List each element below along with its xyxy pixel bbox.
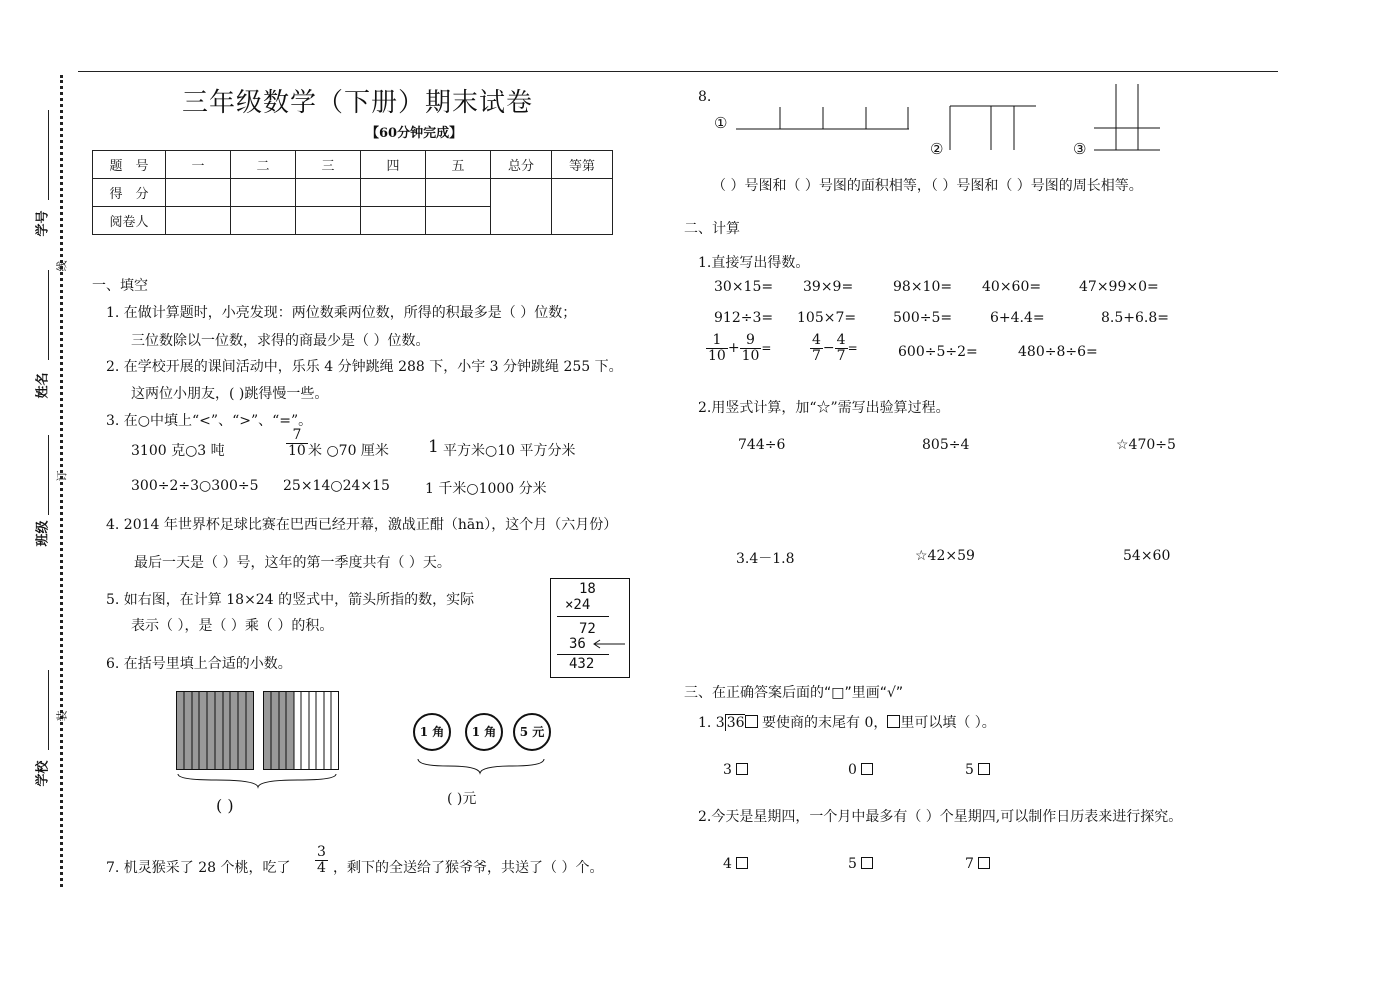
s3-q1-option — [723, 762, 748, 778]
score-table — [92, 150, 613, 235]
q3-item-1: 3100 克○3 吨 — [131, 443, 225, 459]
q7-frac-den: 4 — [317, 859, 326, 876]
q8-figure-2 — [946, 104, 1038, 154]
q6-text: 6. 在括号里填上合适的小数。 — [106, 656, 292, 672]
frac-op: − — [822, 340, 835, 357]
score-header: 三 — [296, 151, 361, 179]
page-title: 三年级数学（下册）期末试卷 — [182, 88, 534, 118]
calc-line: 36 — [569, 636, 586, 652]
grader-cell[interactable] — [231, 207, 296, 235]
q8-mark-1: ① — [714, 114, 728, 132]
option-checkbox[interactable] — [978, 763, 990, 775]
score-header: 四 — [361, 151, 426, 179]
section3-heading: 三、在正确答案后面的“□”里画“√” — [684, 685, 904, 701]
binding-mark-zhuang: 装 — [55, 710, 69, 722]
q3-item-3: 平方米○10 平方分米 — [443, 443, 576, 459]
vertical-calc-item: 54×60 — [1123, 548, 1171, 564]
q8-figure-3 — [1094, 84, 1162, 154]
option-label: 7 — [965, 856, 974, 872]
calc-item: 6+4.4= — [990, 310, 1045, 326]
calc-item: 480÷8÷6= — [1018, 344, 1098, 360]
s3-q2-option — [848, 856, 873, 872]
score-row-label: 得 分 — [93, 179, 166, 207]
calc-line: ×24 — [565, 597, 591, 613]
s3-q1-option — [848, 762, 873, 778]
coin-1-jiao: 1 角 — [413, 713, 451, 751]
q7-fraction — [315, 845, 328, 875]
calc-line: 72 — [579, 621, 596, 637]
calc-line: 432 — [569, 656, 595, 672]
vertical-calc-item: 805÷4 — [922, 437, 970, 453]
calc-item: 912÷3= — [714, 310, 774, 326]
binding-blank-line — [48, 435, 49, 515]
q3-fraction — [286, 428, 308, 458]
q5-line2: 表示（ ），是（ ）乘（ ）的积。 — [131, 618, 334, 634]
option-label: 5 — [965, 762, 974, 778]
q2-line2: 这两位小朋友，( )跳得慢一些。 — [131, 386, 329, 402]
score-cell[interactable] — [296, 179, 361, 207]
q3-frac-den: 10 — [288, 442, 306, 459]
q3-frac-num: 7 — [286, 428, 308, 444]
q8-text: （ ）号图和（ ）号图的面积相等，（ ）号图和（ ）号图的周长相等。 — [712, 178, 1143, 194]
s3-q1-b: 36 — [726, 715, 745, 731]
frac-den: 10 — [741, 347, 760, 364]
q7-text-a: 7. 机灵猴采了 28 个桃，吃了 — [106, 860, 291, 876]
section2-heading: 二、计算 — [684, 221, 740, 237]
score-cell[interactable] — [361, 179, 426, 207]
frac-num: 4 — [836, 332, 846, 348]
calc-item: 500÷5= — [893, 310, 953, 326]
binding-label-student-id: 学号 — [35, 210, 51, 237]
q7-frac-num: 3 — [317, 844, 326, 860]
calc-rule — [557, 654, 609, 655]
frac-den: 7 — [836, 347, 846, 364]
s2-sub1: 1.直接写出得数。 — [698, 255, 810, 271]
binding-label-name: 姓名 — [35, 372, 51, 399]
frac-calc-2 — [810, 333, 858, 363]
q8-label: 8. — [698, 89, 712, 105]
q4-line1: 4. 2014 年世界杯足球比赛在巴西已经开幕，激战正酣（hān），这个月（六月份） — [106, 517, 618, 533]
option-label: 4 — [723, 856, 732, 872]
q5-vertical-multiplication — [550, 578, 630, 678]
checkbox-blank[interactable] — [745, 715, 758, 728]
q1-line1: 1. 在做计算题时，小亮发现：两位数乘两位数，所得的积最多是（ ）位数； — [106, 305, 577, 321]
q3-item-5: 25×14○24×15 — [283, 478, 390, 494]
score-header: 等第 — [552, 151, 613, 179]
calc-item: 30×15= — [714, 279, 774, 295]
grader-cell[interactable] — [296, 207, 361, 235]
score-header: 题 号 — [93, 151, 166, 179]
frac-op: = — [847, 341, 858, 356]
s3-q2-option — [965, 856, 990, 872]
coin-5-yuan: 5 元 — [513, 713, 551, 751]
grader-cell[interactable] — [426, 207, 491, 235]
calc-item: 8.5+6.8= — [1101, 310, 1169, 326]
calc-item: 600÷5÷2= — [898, 344, 978, 360]
q3-text: 3. 在○中填上“<”、“>”、“=”。 — [106, 413, 313, 429]
q6-grid-figure — [176, 691, 340, 789]
frac-num: 9 — [740, 333, 762, 349]
frac-den: 7 — [812, 347, 821, 364]
q3-item-4: 300÷2÷3○300÷5 — [131, 478, 259, 494]
s3-q2: 2.今天是星期四，一个月中最多有（ ）个星期四,可以制作日历表来进行探究。 — [698, 809, 1183, 825]
q6-answer-blank-2[interactable]: ( )元 — [447, 791, 477, 807]
option-checkbox[interactable] — [978, 857, 990, 869]
q6-brace — [416, 758, 546, 776]
calc-item: 98×10= — [893, 279, 953, 295]
score-header: 二 — [231, 151, 296, 179]
section1-heading: 一、填空 — [92, 278, 148, 294]
frac-num: 4 — [812, 332, 821, 348]
option-label: 3 — [723, 762, 732, 778]
option-checkbox[interactable] — [861, 763, 873, 775]
option-checkbox[interactable] — [736, 857, 748, 869]
frac-num: 1 — [706, 333, 728, 349]
calc-line: 18 — [579, 581, 596, 597]
grader-cell[interactable] — [361, 207, 426, 235]
grade-cell[interactable] — [552, 179, 613, 235]
q8-mark-3: ③ — [1073, 140, 1087, 158]
binding-blank-line — [48, 670, 49, 750]
s3-q1-option — [965, 762, 990, 778]
binding-label-school: 学校 — [35, 760, 51, 787]
s3-q2-option — [723, 856, 748, 872]
vertical-calc-item: 3.4－1.8 — [736, 551, 795, 567]
q6-answer-blank-1[interactable]: ( ) — [216, 796, 234, 815]
calc-item: 39×9= — [803, 279, 854, 295]
option-checkbox[interactable] — [736, 763, 748, 775]
calc-item: 47×99×0= — [1079, 279, 1159, 295]
checkbox-blank[interactable] — [887, 715, 900, 728]
binding-mark-ding: 订 — [55, 470, 69, 482]
arrow-left-icon — [591, 638, 627, 650]
coin-1-jiao: 1 角 — [465, 713, 503, 751]
score-header: 五 — [426, 151, 491, 179]
frac-calc-1 — [706, 333, 771, 363]
q3-item-6: 1 千米○1000 分米 — [425, 481, 547, 497]
top-rule — [78, 71, 1278, 72]
binding-blank-line — [48, 110, 49, 200]
q7-text-b: ，剩下的全送给了猴爷爷，共送了（ ）个。 — [333, 860, 604, 876]
s3-q1-a: 1. 3 — [698, 715, 725, 731]
q5-line1: 5. 如右图，在计算 18×24 的竖式中，箭头所指的数，实际 — [106, 592, 475, 608]
grader-row-label: 阅卷人 — [93, 207, 166, 235]
frac-op: = — [761, 341, 772, 356]
q2-line1: 2. 在学校开展的课间活动中，乐乐 4 分钟跳绳 288 下，小宇 3 分钟跳绳 255 下。 — [106, 359, 623, 375]
score-cell[interactable] — [426, 179, 491, 207]
q3-item-2: 米 ○70 厘米 — [308, 443, 389, 459]
option-label: 0 — [848, 762, 857, 778]
binding-label-class: 班级 — [35, 520, 51, 547]
total-score-cell[interactable] — [491, 179, 552, 235]
vertical-calc-item: ☆42×59 — [915, 548, 975, 564]
q1-line2: 三位数除以一位数，求得的商最少是（ ）位数。 — [131, 333, 430, 349]
frac-op: + — [727, 340, 740, 357]
q8-figure-1 — [736, 104, 912, 132]
q8-mark-2: ② — [930, 140, 944, 158]
q3-item-3-num: 1 — [428, 437, 439, 457]
vertical-calc-item: ☆470÷5 — [1116, 437, 1176, 453]
s3-q1-d: 里可以填（ ）。 — [900, 715, 996, 731]
score-header: 总分 — [491, 151, 552, 179]
binding-blank-line — [48, 270, 49, 360]
vertical-calc-item: 744÷6 — [738, 437, 786, 453]
s2-sub2: 2.用竖式计算，加“☆”需写出验算过程。 — [698, 400, 950, 416]
score-header: 一 — [166, 151, 231, 179]
frac-den: 10 — [708, 347, 726, 364]
option-label: 5 — [848, 856, 857, 872]
score-cell[interactable] — [231, 179, 296, 207]
grader-cell[interactable] — [166, 207, 231, 235]
page-subtitle: 【60分钟完成】 — [366, 126, 463, 141]
score-cell[interactable] — [166, 179, 231, 207]
s3-q1 — [698, 712, 996, 732]
q4-line2: 最后一天是（ ）号，这年的第一季度共有（ ）天。 — [134, 555, 451, 571]
calc-item: 105×7= — [797, 310, 857, 326]
calc-item: 40×60= — [982, 279, 1042, 295]
binding-mark-xian: 线 — [55, 260, 69, 272]
option-checkbox[interactable] — [861, 857, 873, 869]
calc-rule — [557, 616, 609, 617]
s3-q1-c: 要使商的末尾有 0， — [757, 715, 888, 731]
